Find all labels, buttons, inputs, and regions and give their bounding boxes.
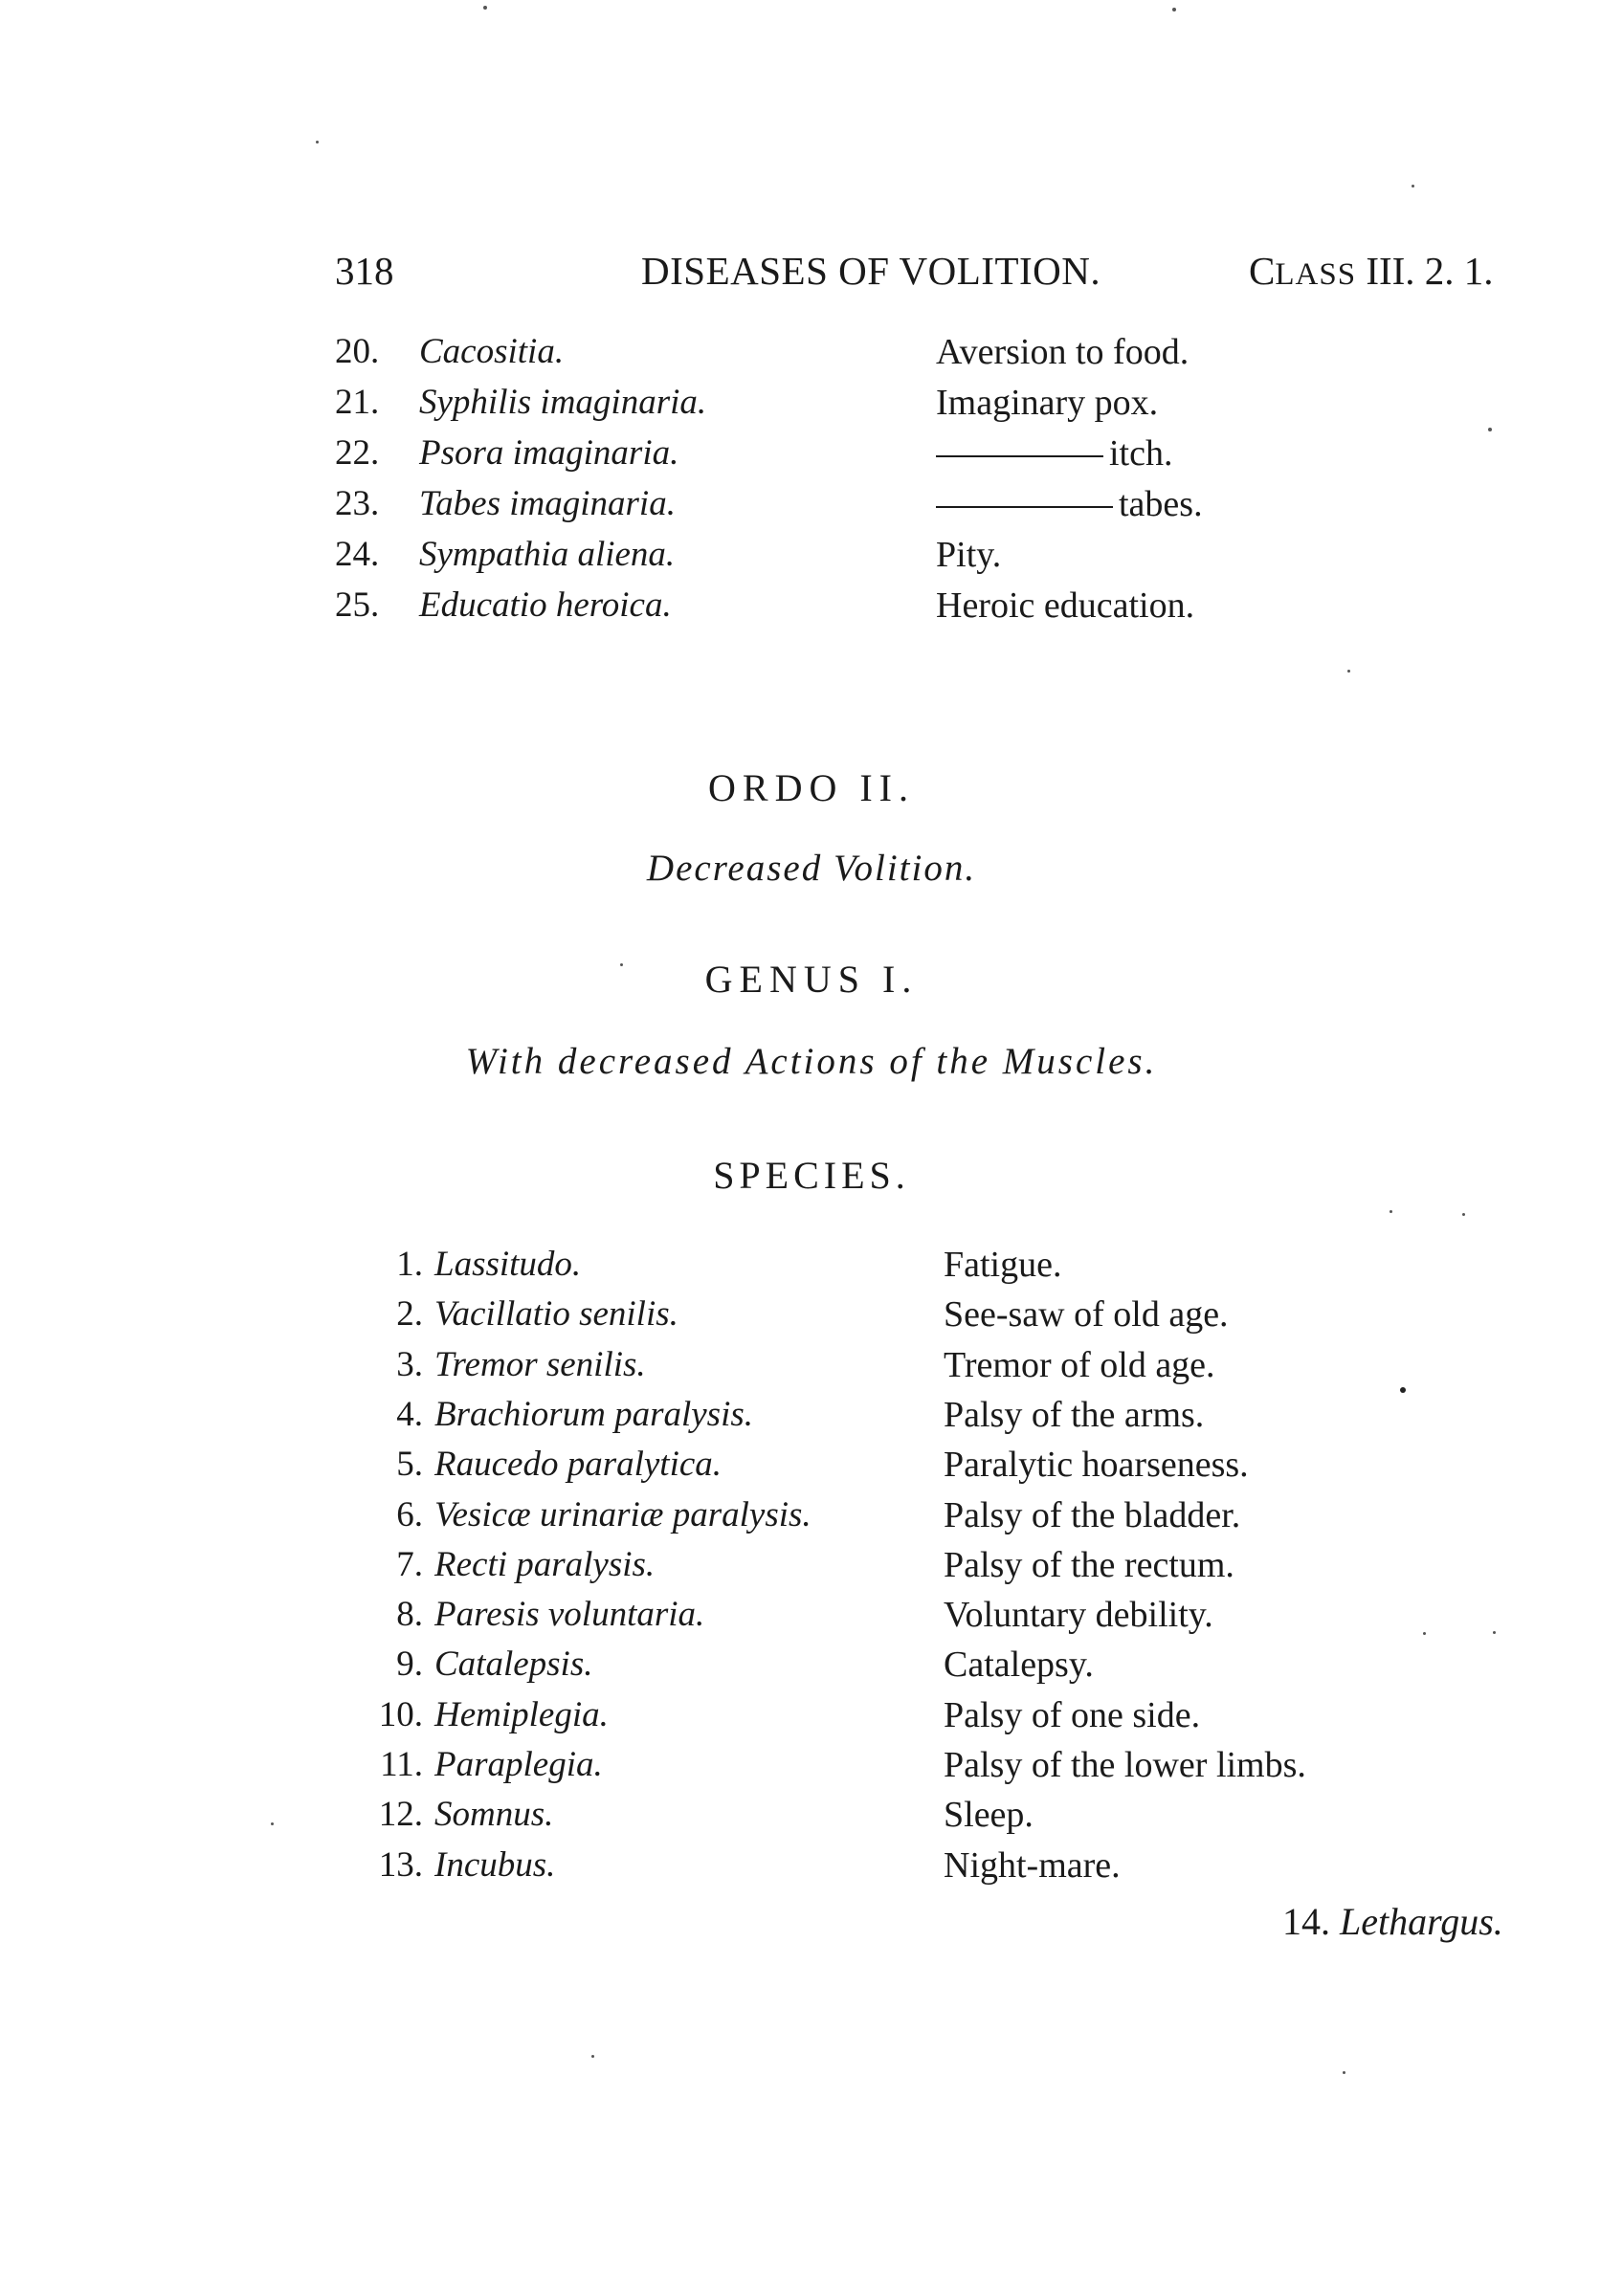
species-row: [364, 1790, 1321, 1840]
species-row: [364, 1440, 1321, 1490]
print-speck: [1412, 185, 1414, 188]
species-latin-name: Tremor senilis.: [434, 1345, 646, 1384]
species-latin-name: Vacillatio senilis.: [434, 1294, 678, 1334]
entry-row: [335, 429, 1292, 478]
entry-english-text: Pity.: [936, 535, 1002, 575]
species-latin-name: Recti paralysis.: [434, 1545, 656, 1584]
catchword: [1282, 1899, 1503, 1944]
print-speck: [620, 963, 623, 966]
entry-english-name: [936, 429, 1172, 478]
species-row: [364, 1690, 1321, 1740]
print-speck: [316, 141, 319, 144]
species-latin-name: Paraplegia.: [434, 1745, 603, 1784]
species-english-name: Night-mare.: [944, 1845, 1121, 1886]
species-english-name: Sleep.: [944, 1795, 1034, 1835]
print-speck: [591, 2055, 594, 2058]
print-speck: [1172, 8, 1176, 11]
species-latin-name: Hemiplegia.: [434, 1695, 609, 1734]
species-english-name: Palsy of one side.: [944, 1695, 1201, 1735]
entry-latin-name: Syphilis imaginaria.: [419, 383, 707, 422]
species-english-name: Palsy of the lower limbs.: [944, 1745, 1306, 1785]
running-title: DISEASES OF VOLITION.: [641, 249, 1101, 293]
species-number: 8.: [396, 1595, 423, 1634]
species-number: 13.: [378, 1845, 423, 1885]
species-latin-name: Somnus.: [434, 1795, 554, 1834]
entry-number: 25.: [335, 585, 380, 625]
entry-number: 22.: [335, 433, 380, 473]
ditto-dash: [936, 506, 1113, 508]
species-english-name: Catalepsy.: [944, 1645, 1094, 1685]
print-speck: [1400, 1387, 1406, 1393]
species-english-name: Paralytic hoarseness.: [944, 1445, 1249, 1485]
entry-number: 21.: [335, 383, 380, 422]
print-speck: [271, 1822, 274, 1825]
species-latin-name: Catalepsis.: [434, 1645, 593, 1684]
entry-latin-name: Tabes imaginaria.: [419, 484, 676, 523]
species-number: 11.: [380, 1745, 423, 1784]
ordo-subtitle: Decreased Volition.: [646, 848, 977, 889]
entry-latin-name: Sympathia aliena.: [419, 535, 676, 574]
entry-row: [335, 479, 1292, 529]
species-row: [364, 1290, 1321, 1339]
species-number: 9.: [396, 1645, 423, 1684]
species-row: [364, 1640, 1321, 1689]
species-english-name: Palsy of the bladder.: [944, 1495, 1241, 1535]
entry-latin-name: Cacositia.: [419, 332, 565, 371]
class-rest: III. 2. 1.: [1356, 249, 1494, 293]
species-number: 1.: [396, 1245, 423, 1284]
print-speck: [1347, 670, 1350, 673]
genus-heading: GENUS I.: [704, 958, 919, 1001]
species-number: 4.: [396, 1395, 423, 1434]
print-speck: [483, 6, 487, 10]
entry-latin-name: Educatio heroica.: [419, 585, 672, 625]
species-latin-name: Vesicæ urinariæ paralysis.: [434, 1495, 812, 1534]
species-english-name: See-saw of old age.: [944, 1294, 1229, 1335]
entry-english-text: tabes.: [1119, 484, 1203, 524]
print-speck: [1462, 1213, 1465, 1216]
species-row: [364, 1490, 1321, 1540]
entry-english-text: Heroic education.: [936, 585, 1195, 626]
species-number: 3.: [396, 1345, 423, 1384]
species-heading: SPECIES.: [713, 1154, 910, 1197]
ordo-heading: ORDO II.: [708, 766, 915, 809]
entry-number: 20.: [335, 332, 380, 371]
entry-english-text: itch.: [1109, 433, 1173, 474]
entry-number: 23.: [335, 484, 380, 523]
species-number: 12.: [378, 1795, 423, 1834]
species-latin-name: Paresis voluntaria.: [434, 1595, 705, 1634]
entry-row: [335, 581, 1292, 630]
entry-english-name: [936, 581, 1194, 630]
print-speck: [1390, 1210, 1392, 1213]
species-row: [364, 1740, 1321, 1790]
entry-row: [335, 327, 1292, 377]
catchword-latin: Lethargus.: [1340, 1900, 1503, 1943]
species-row: [364, 1540, 1321, 1590]
species-row: [364, 1841, 1321, 1890]
species-number: 5.: [396, 1445, 423, 1484]
entry-english-name: [936, 378, 1158, 428]
species-english-name: Fatigue.: [944, 1245, 1062, 1285]
entry-number: 24.: [335, 535, 380, 574]
species-latin-name: Lassitudo.: [434, 1245, 582, 1284]
print-speck: [1423, 1632, 1426, 1635]
species-english-name: Tremor of old age.: [944, 1345, 1215, 1385]
ditto-dash: [936, 455, 1103, 457]
print-speck: [1343, 2071, 1345, 2074]
species-row: [364, 1240, 1321, 1290]
species-number: 7.: [396, 1545, 423, 1584]
print-speck: [1493, 1631, 1496, 1634]
species-latin-name: Raucedo paralytica.: [434, 1445, 723, 1484]
entry-english-text: Imaginary pox.: [936, 383, 1159, 423]
class-prefix: C: [1249, 249, 1276, 293]
species-latin-name: Brachiorum paralysis.: [434, 1395, 753, 1434]
species-row: [364, 1390, 1321, 1440]
entry-english-text: Aversion to food.: [936, 332, 1189, 372]
species-latin-name: Incubus.: [434, 1845, 556, 1885]
entry-row: [335, 378, 1292, 428]
genus-subtitle: With decreased Actions of the Muscles.: [465, 1041, 1158, 1082]
species-english-name: Palsy of the rectum.: [944, 1545, 1234, 1585]
entry-english-name: [936, 479, 1203, 529]
species-english-name: Voluntary debility.: [944, 1595, 1213, 1635]
running-class: [1249, 247, 1494, 298]
species-english-name: Palsy of the arms.: [944, 1395, 1205, 1435]
species-number: 6.: [396, 1495, 423, 1534]
species-row: [364, 1340, 1321, 1390]
entry-latin-name: Psora imaginaria.: [419, 433, 679, 473]
class-smallcaps: LASS: [1275, 257, 1357, 292]
entry-row: [335, 530, 1292, 580]
species-number: 2.: [396, 1294, 423, 1334]
entry-english-name: [936, 327, 1189, 377]
species-row: [364, 1590, 1321, 1640]
catchword-number: 14.: [1282, 1900, 1330, 1943]
page-number: 318: [335, 249, 394, 293]
entry-english-name: [936, 530, 1001, 580]
species-number: 10.: [378, 1695, 423, 1734]
print-speck: [1488, 428, 1492, 431]
